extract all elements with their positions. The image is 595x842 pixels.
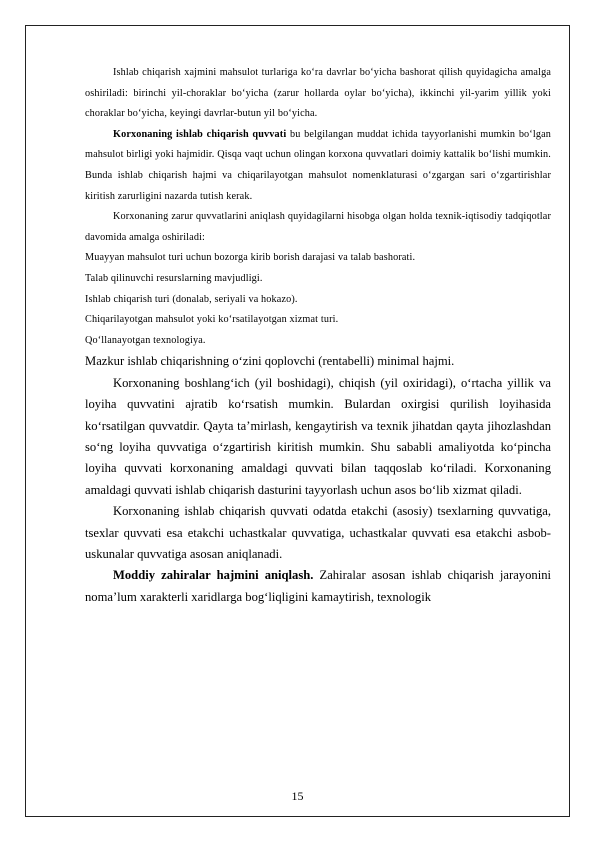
paragraph-capacity-types: Korxonaning boshlang‘ich (yil boshidagi), chiqish (yil oxiridagi), o‘rtacha yillik va loyiha quvvatini ajratib ko‘rsatish mumkin. Bulardan oxirgisi qurilish loyihasida ko‘rsatilgan quvvatdir. Qayta ta’mirlash, kengaytirish va texnik jihatdan qayta jihozlashdan so‘ng loyiha quvvatiga o‘zgartirish kiritish mumkin. Shu sababli amaliyotda ko‘pincha loyiha quvvati korxonaning amaldagi quvvati bilan taqqoslab ko‘riladi. Korxonaning amaldagi quvvati ishlab chiqarish dasturini tayyorlash uchun asos bo‘lib xizmat qiladi. bbox=[85, 375, 551, 497]
list-item: Ishlab chiqarish turi (donalab, seriyali va hokazo). bbox=[85, 293, 298, 305]
list-item: Chiqarilayotgan mahsulot yoki ko‘rsatilayotgan xizmat turi. bbox=[85, 314, 339, 326]
document-body bbox=[85, 63, 551, 608]
paragraph-material-reserves: Moddiy zahiralar hajmini aniqlash. Zahiralar asosan ishlab chiqarish jarayonini noma’lum xarakterli xaridlarga bog‘liqligini kamaytirish, texnologik bbox=[85, 568, 551, 604]
list-item: Mazkur ishlab chiqarishning o‘zini qoplovchi (rentabelli) minimal hajmi. bbox=[85, 354, 455, 369]
paragraph-capacity-determination: Korxonaning ishlab chiqarish quvvati odatda etakchi (asosiy) tsexlarning quvvatiga, tsexlar quvvati esa etakchi uchastkalar quvvatiga, uchastkalar quvvati esa etakchi asbob-uskunalar quvvatiga asosan aniqlanadi. bbox=[85, 504, 551, 561]
paragraph-capacity-factors-intro: Korxonaning zarur quvvatlarini aniqlash quyidagilarni hisobga olgan holda texnik-iqtisodiy tadqiqotlar davomida amalga oshiriladi: bbox=[85, 211, 551, 243]
page-number: 15 bbox=[291, 789, 304, 803]
term-production-capacity: Korxonaning ishlab chiqarish quvvati bbox=[113, 128, 287, 140]
paragraph-forecast: Ishlab chiqarish xajmini mahsulot turlariga ko‘ra davrlar bo‘yicha bashorat qilish quyidagicha amalga oshiriladi: birinchi yil-choraklar bo‘yicha (zarur hollarda oylar bo‘yicha), ikkinchi yil-yarim yillik yoki choraklar bo‘yicha, keyingi davrlar-butun yil bo‘yicha. bbox=[85, 67, 551, 120]
list-item: Talab qilinuvchi resurslarning mavjudligi. bbox=[85, 272, 263, 284]
list-item: Qo‘llanayotgan texnologiya. bbox=[85, 334, 206, 346]
term-material-reserves: Moddiy zahiralar hajmini aniqlash. bbox=[113, 568, 314, 583]
paragraph-capacity-definition: Korxonaning ishlab chiqarish quvvati bu belgilangan muddat ichida tayyorlanishi mumkin bo‘lgan mahsulot birligi yoki hajmidir. Qisqa vaqt uchun olingan korxona quvvatlari doimiy kattalik bo‘lishi mumkin. Bunda ishlab chiqarish hajmi va chiqarilayotgan mahsulot nomenklaturasi o‘zgargan sari o‘zgartirishlar kiritish zarurligini nazarda tutish kerak. bbox=[85, 128, 551, 202]
list-item: Muayyan mahsulot turi uchun bozorga kirib borish darajasi va talab bashorati. bbox=[85, 252, 416, 264]
